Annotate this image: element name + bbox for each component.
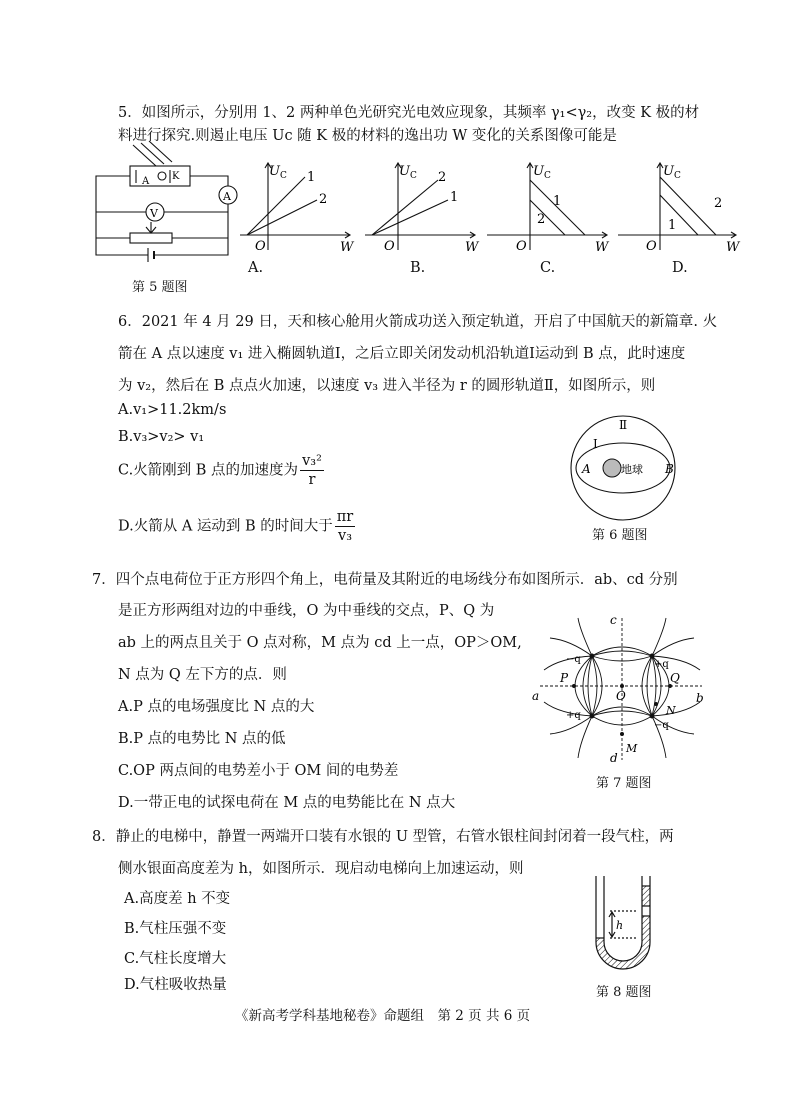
q7-stem-line2: 是正方形两组对边的中垂线，O 为中垂线的交点，P、Q 为 [118, 603, 495, 619]
q5-figure-caption: 第 5 题图 [132, 280, 188, 295]
q7-label-n: N [666, 704, 676, 717]
q7-charge-top-right: +q [654, 659, 669, 670]
q5-graph-a-origin: O [255, 239, 266, 254]
q7-label-d: d [610, 751, 618, 765]
q5-graph-b-xaxis: W [465, 240, 479, 255]
q6-option-b: B.v₃>v₂> v₁ [118, 429, 205, 445]
q7-stem-line3: ab 上的两点且关于 O 点对称，M 点为 cd 上一点，OP＞OM, [118, 635, 522, 651]
q7-label-q: Q [670, 671, 680, 685]
q7-option-a: A.P 点的电场强度比 N 点的大 [118, 699, 315, 715]
q7-field-diagram [530, 610, 710, 770]
q5-graph-d-line1-label: 1 [668, 218, 677, 233]
q6-orbit-II-label: Ⅱ [619, 418, 628, 432]
q5-option-b: B. [410, 260, 426, 276]
q5-graph-a-line1-label: 1 [307, 170, 316, 185]
q5-option-c: C. [540, 260, 556, 276]
q5-graph-b-line1-label: 1 [450, 190, 459, 205]
q7-label-b: b [696, 691, 704, 705]
q6-option-a: A.v₁>11.2km/s [118, 402, 227, 418]
q6-earth-label: 地球 [621, 463, 643, 476]
q5-graph-c-line2-label: 2 [537, 212, 546, 227]
q6-stem-line3: 为 v₂，然后在 B 点点火加速，以速度 v₃ 进入半径为 r 的圆形轨道Ⅱ，如图所示，则 [118, 378, 656, 394]
q7-option-c: C.OP 两点间的电势差小于 OM 间的电势差 [118, 763, 399, 779]
q7-label-p: P [560, 671, 569, 685]
q7-label-c: c [610, 613, 617, 627]
q5-circuit-anode-label: A [142, 176, 150, 187]
q5-graph-c-line1-label: 1 [553, 194, 562, 209]
q7-figure-caption: 第 7 题图 [596, 776, 652, 791]
q6-option-c: C.火箭刚到 B 点的加速度为 $\frac{\text{v₃²}}{r}$ [118, 453, 322, 488]
earth-icon [603, 459, 621, 477]
q8-height-label: h [616, 919, 624, 932]
q5-graph-d-line2-label: 2 [714, 196, 723, 211]
q5-graph-b-yaxis: $U_C$ [399, 164, 417, 181]
q7-label-o: O [616, 689, 626, 703]
q7-label-a: a [532, 689, 540, 703]
q5-graph-b [360, 155, 480, 255]
q5-circuit-cathode-label: K [172, 171, 180, 182]
q7-option-d: D.一带正电的试探电荷在 M 点的电势能比在 N 点大 [118, 795, 456, 811]
q7-charge-bottom-left: +q [566, 710, 581, 721]
q5-graph-c [487, 155, 612, 255]
q7-option-b: B.P 点的电势比 N 点的低 [118, 731, 286, 747]
q6-figure-caption: 第 6 题图 [592, 528, 648, 543]
q7-stem-line4: N 点为 Q 左下方的点．则 [118, 667, 287, 683]
q5-stem-line2: 料进行探究.则遏止电压 Uc 随 K 极的材料的逸出功 W 变化的关系图像可能是 [118, 128, 617, 144]
q5-graph-b-origin: O [384, 239, 395, 254]
q6-stem-line2: 箭在 A 点以速度 v₁ 进入椭圆轨道Ⅰ，之后立即关闭发动机沿轨道Ⅰ运动到 B 点，此时速度 [118, 346, 686, 362]
q6-stem-line1: 6．2021 年 4 月 29 日，天和核心舱用火箭成功送入预定轨道，开启了中国航天的新篇章. 火 [118, 314, 718, 330]
q6-point-b-label: B [665, 462, 674, 476]
q8-option-a: A.高度差 h 不变 [124, 891, 231, 907]
q5-circuit-diagram [88, 140, 238, 275]
q5-graph-a-xaxis: W [340, 240, 354, 255]
q5-graph-c-yaxis: $U_C$ [533, 164, 551, 181]
q8-option-d: D.气柱吸收热量 [124, 977, 227, 993]
q5-graph-d-yaxis: $U_C$ [663, 164, 681, 181]
q8-option-b: B.气柱压强不变 [124, 921, 227, 937]
q6-orbit-I-label: Ⅰ [593, 437, 598, 451]
q5-graph-b-line2-label: 2 [438, 170, 447, 185]
q5-option-a: A. [248, 260, 264, 276]
page-footer: 《新高考学科基地秘卷》命题组 第 2 页 共 6 页 [235, 1008, 531, 1024]
q8-figure-caption: 第 8 题图 [596, 985, 652, 1000]
q6-orbit-diagram [555, 412, 690, 522]
q5-graph-a [235, 155, 355, 255]
q5-voltmeter-label: V [150, 207, 158, 220]
q5-graph-d [618, 155, 743, 255]
q5-stem-line1: 5．如图所示，分别用 1、2 两种单色光研究光电效应现象，其频率 γ₁<γ₂，改变 K 极的材 [118, 105, 700, 121]
q8-option-c: C.气柱长度增大 [124, 951, 227, 967]
q7-charge-bottom-right: −q [654, 720, 669, 731]
q5-graph-c-origin: O [516, 239, 527, 254]
q6-option-d-fraction: $\frac{\pi r}{\text{v₃}}$ [336, 509, 354, 544]
q5-graph-a-yaxis: $U_C$ [269, 164, 287, 181]
q7-stem-line1: 7．四个点电荷位于正方形四个角上，电荷量及其附近的电场线分布如图所示．ab、cd 分别 [92, 572, 678, 588]
q5-graph-d-origin: O [646, 239, 657, 254]
q5-graph-a-line2-label: 2 [319, 192, 328, 207]
q5-option-d: D. [672, 260, 688, 276]
q5-graph-c-xaxis: W [595, 240, 609, 255]
q7-charge-top-left: −q [566, 654, 581, 665]
q7-label-m: M [626, 742, 638, 755]
q8-u-tube-diagram [588, 876, 668, 980]
q6-option-c-fraction: $\frac{\text{v₃²}}{r}$ [302, 453, 322, 488]
q8-stem-line2: 侧水银面高度差为 h，如图所示．现启动电梯向上加速运动，则 [118, 861, 524, 877]
q6-point-a-label: A [582, 462, 591, 476]
q8-stem-line1: 8．静止的电梯中，静置一两端开口装有水银的 U 型管，右管水银柱间封闭着一段气柱，两 [92, 829, 674, 845]
q6-option-d: D.火箭从 A 运动到 B 的时间大于 $\frac{\pi r}{\text{v₃}}$ [118, 509, 354, 544]
q5-ammeter-label: A [223, 190, 231, 203]
q5-graph-d-xaxis: W [726, 240, 740, 255]
